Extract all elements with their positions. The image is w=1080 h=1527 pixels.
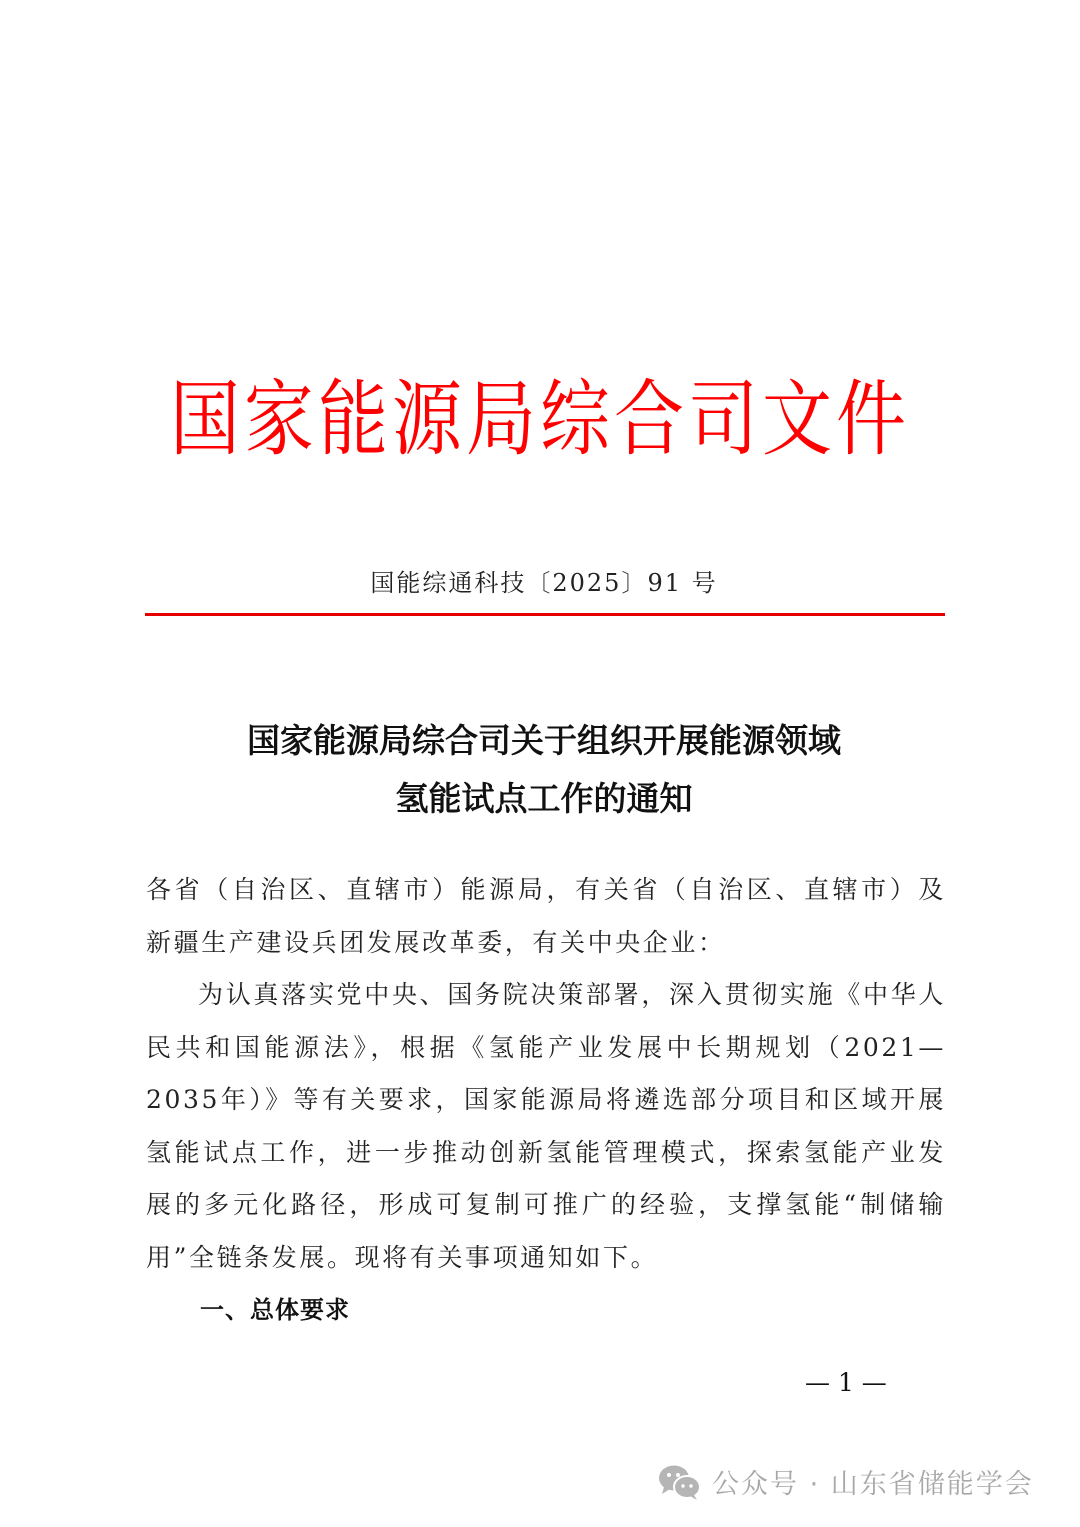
section-heading: 一、总体要求 xyxy=(200,1296,350,1324)
body-paragraph-1: 为认真落实党中央、国务院决策部署，深入贯彻实施《中华人民共和国能源法》，根据《氢能产业发展中长期规划（2021—2035年）》等有关要求，国家能源局将遴选部分项目和区域开展氢能试点工作，进一步推动创新氢能管理模式，探索氢能产业发展的多元化路径，形成可复制可推广的经验，支撑氢能“制储输用”全链条发展。现将有关事项通知如下。 xyxy=(146,980,946,1272)
red-divider-line xyxy=(145,613,945,616)
watermark-text: 公众号 · 山东省储能学会 xyxy=(712,1469,1034,1500)
document-body xyxy=(146,864,946,1284)
document-number: 国能综通科技〔2025〕91 号 xyxy=(370,569,718,597)
title-line-1: 国家能源局综合司关于组织开展能源领域 xyxy=(247,721,841,760)
page-number: — 1 — xyxy=(805,1368,887,1397)
wechat-icon xyxy=(658,1463,702,1501)
title-line-2: 氢能试点工作的通知 xyxy=(395,779,693,818)
document-title xyxy=(0,712,1080,828)
document-masthead: 国家能源局综合司文件 xyxy=(170,370,910,468)
salutation: 各省（自治区、直辖市）能源局，有关省（自治区、直辖市）及新疆生产建设兵团发展改革委，有关中央企业： xyxy=(146,875,946,957)
wechat-watermark xyxy=(658,1462,1034,1501)
